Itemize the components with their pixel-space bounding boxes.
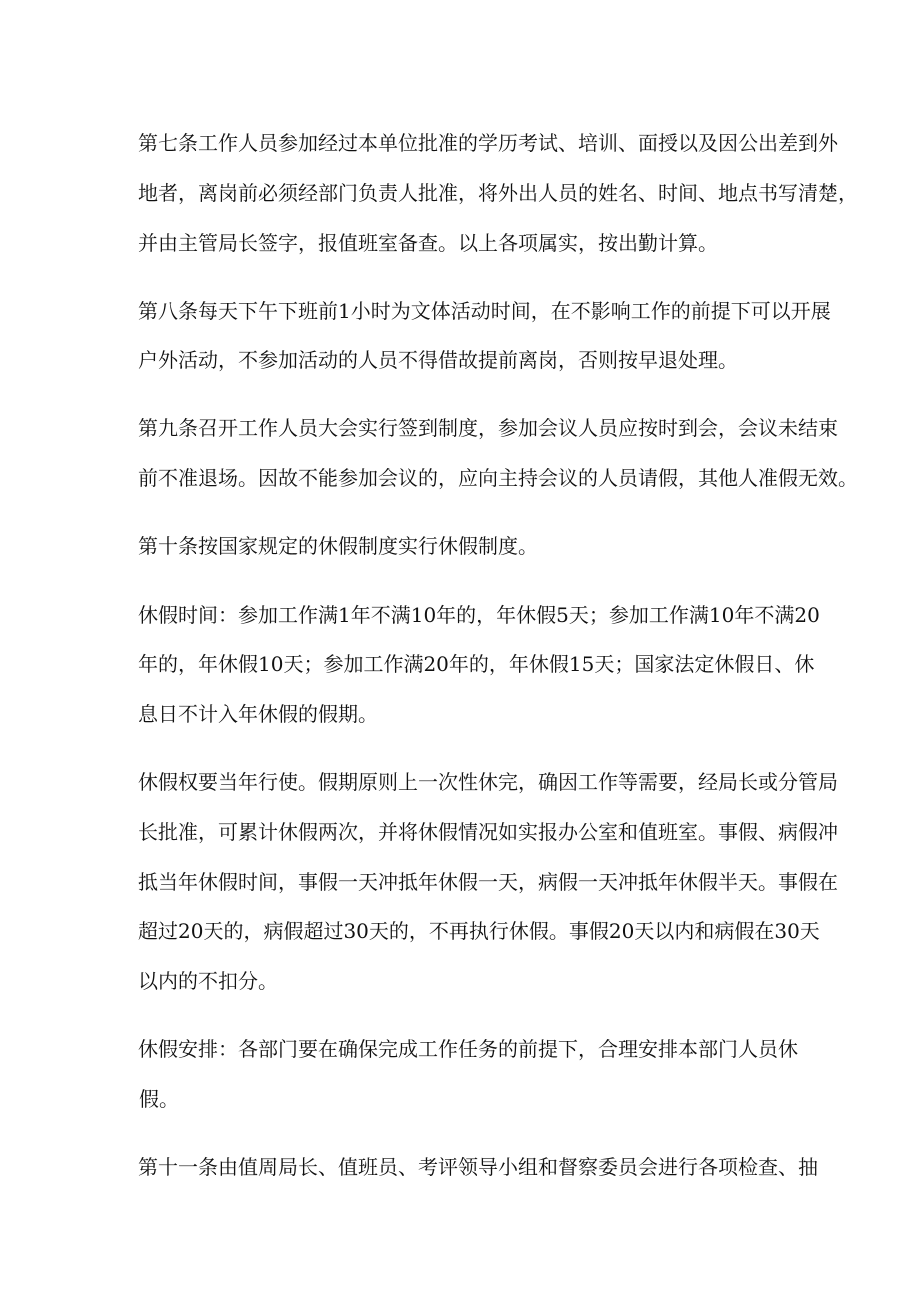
text-line: 第十一条由值周局长、值班员、考评领导小组和督察委员会进行各项检查、抽 <box>138 1155 818 1179</box>
text-line: 前不准退场。因故不能参加会议的，应向主持会议的人员请假，其他人准假无效。 <box>138 466 858 490</box>
text-line: 休假时间：参加工作满1年不满10年的，年休假5天；参加工作满10年不满20 <box>138 603 820 627</box>
text-line: 休假权要当年行使。假期原则上一次性休完，确因工作等需要，经局长或分管局 <box>138 770 838 794</box>
text-line: 假。 <box>139 1087 179 1111</box>
text-line: 以内的不扣分。 <box>138 969 278 993</box>
text-line: 息日不计入年休假的假期。 <box>138 702 378 726</box>
text-line: 第八条每天下午下班前1小时为文体活动时间，在不影响工作的前提下可以开展 <box>138 299 831 323</box>
text-line: 户外活动，不参加活动的人员不得借故提前离岗，否则按早退处理。 <box>138 348 738 372</box>
text-line: 地者，离岗前必须经部门负责人批准，将外出人员的姓名、时间、地点书写清楚， <box>138 181 858 205</box>
text-line: 并由主管局长签字，报值班室备查。以上各项属实，按出勤计算。 <box>138 231 718 255</box>
text-line: 年的，年休假10天；参加工作满20年的，年休假15天；国家法定休假日、休 <box>138 652 815 676</box>
text-line: 长批准，可累计休假两次，并将休假情况如实报办公室和值班室。事假、病假冲 <box>138 820 838 844</box>
text-line: 第七条工作人员参加经过本单位批准的学历考试、培训、面授以及因公出差到外 <box>138 131 838 155</box>
text-line: 休假安排：各部门要在确保完成工作任务的前提下，合理安排本部门人员休 <box>138 1037 798 1061</box>
text-line: 抵当年休假时间，事假一天冲抵年休假一天，病假一天冲抵年休假半天。事假在 <box>138 870 838 894</box>
text-line: 第十条按国家规定的休假制度实行休假制度。 <box>138 534 538 558</box>
text-line: 第九条召开工作人员大会实行签到制度，参加会议人员应按时到会，会议未结束 <box>138 416 838 440</box>
text-line: 超过20天的，病假超过30天的，不再执行休假。事假20天以内和病假在30天 <box>138 919 820 943</box>
